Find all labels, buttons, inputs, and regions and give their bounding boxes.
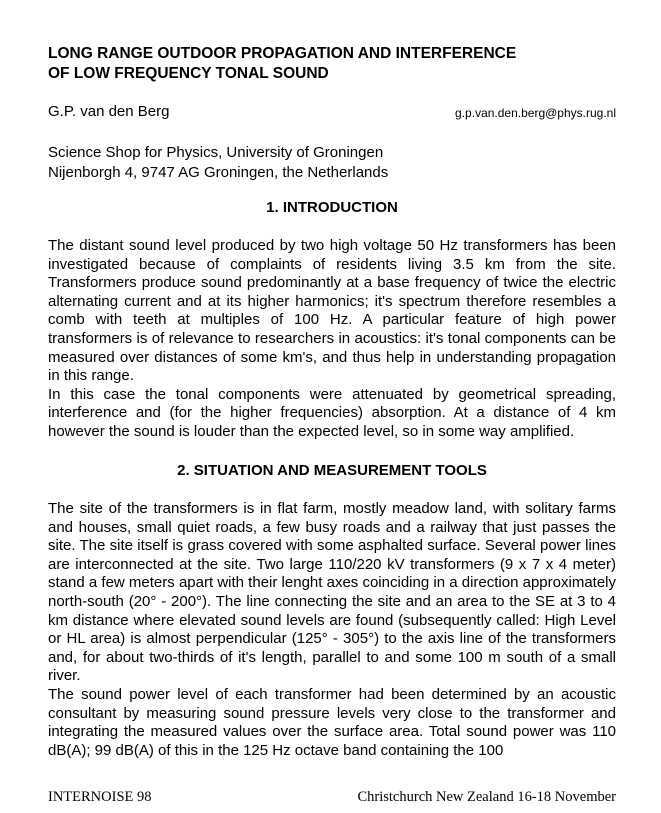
paragraph: The site of the transformers is in flat farm, mostly meadow land, with solitary farms and houses, small quiet roads, a few busy roads and a railway that just passes the site. The site itself is grass covered with some asphalted surface. Several power lines are interconnected at the site. Two large 110/220 kV transformers (9 x 7 x 4 meter) stand a few meters apart with their lenght axes coinciding in a direction approximately north-south (20° - 200°). The line connecting the site and an area to the SE at 3 to 4 km distance where elevated sound levels are found (subsequently called: High Level or HL area) is almost perpendicular (125° - 305°) to the axis line of the transformers and, for about two-thirds of it's length, parallel to and some 100 m south of a small river. [48, 500, 616, 685]
affiliation-line: Science Shop for Physics, University of Groningen [48, 144, 384, 161]
title-line: OF LOW FREQUENCY TONAL SOUND [48, 65, 329, 82]
section-heading-introduction: 1. INTRODUCTION [266, 199, 398, 216]
paragraph: The distant sound level produced by two high voltage 50 Hz transformers has been investigated because of complaints of residents living 3.5 km from the site. Transformers produce sound predominantly at a base frequency of twice the electric alternating current and at its higher harmonics; it's spectrum therefore resembles a comb with teeth at multiples of 100 Hz. A particular feature of high power transformers is of relevance to researchers in acoustics: it's tonal components can be measured over distances of some km's, and thus help in understanding propagation in this range. [48, 237, 616, 385]
introduction-body [48, 237, 616, 442]
paragraph: In this case the tonal components were attenuated by geometrical spreading, interference and (for the higher frequencies) absorption. At a distance of 4 km however the sound is louder than the expected level, so in some way amplified. [48, 385, 616, 440]
author-name: G.P. van den Berg [48, 103, 170, 120]
affiliation-line: Nijenborgh 4, 9747 AG Groningen, the Netherlands [48, 164, 389, 181]
section-heading-situation: 2. SITUATION AND MEASUREMENT TOOLS [177, 462, 487, 479]
affiliation [48, 143, 388, 183]
author-email: g.p.van.den.berg@phys.rug.nl [455, 106, 616, 120]
title-line: LONG RANGE OUTDOOR PROPAGATION AND INTERFERENCE [48, 45, 517, 62]
footer-location: Christchurch New Zealand 16-18 November [357, 789, 616, 805]
footer-conference: INTERNOISE 98 [48, 789, 152, 805]
situation-body [48, 500, 616, 760]
paragraph: The sound power level of each transformer had been determined by an acoustic consultant by measuring sound pressure levels very close to the transformer and integrating the measured values over the surface area. Total sound power was 110 dB(A); 99 dB(A) of this in the 125 Hz octave band containing the 100 [48, 685, 616, 759]
paper-title [48, 44, 628, 84]
